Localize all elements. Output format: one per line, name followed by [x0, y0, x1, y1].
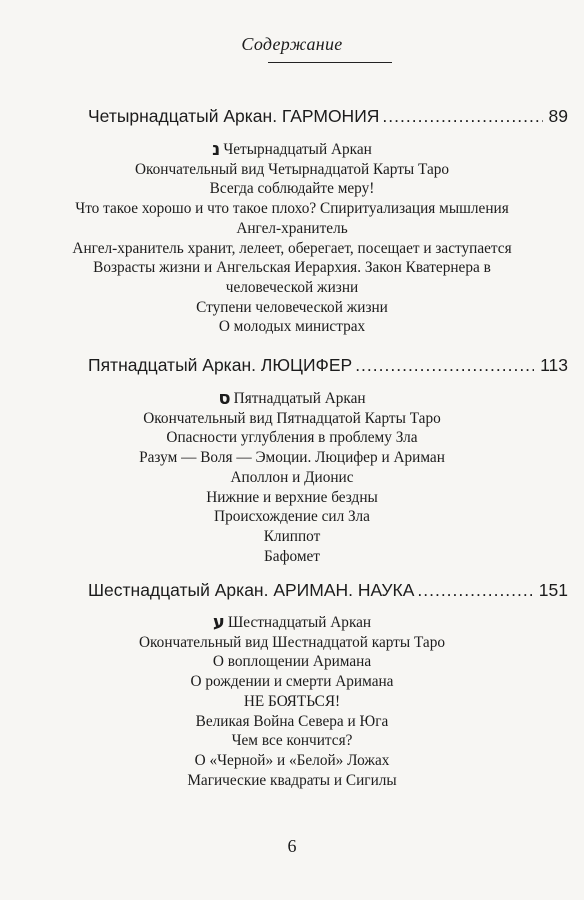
section-heading: [88, 355, 568, 376]
section-entries: [0, 612, 584, 790]
section-page-number: 113: [540, 355, 568, 375]
section-heading: [88, 106, 568, 127]
toc-entry: Окончательный вид Четырнадцатой Карты Таро: [134, 160, 450, 178]
toc-entry: Чем все кончится?: [231, 732, 353, 750]
toc-entry: Нижние и верхние бездны: [206, 488, 378, 506]
toc-entry: Происхождение сил Зла: [214, 508, 370, 526]
hebrew-letter: ס: [218, 388, 231, 409]
toc-entry: НЕ БОЯТЬСЯ!: [243, 692, 341, 710]
toc-entry: Великая Война Севера и Юга: [195, 712, 389, 730]
toc-entry: Ступени человеческой жизни: [196, 298, 388, 316]
toc-entry: человеческой жизни: [225, 278, 359, 296]
toc-entry: Окончательный вид Шестнадцатой карты Таро: [138, 633, 446, 651]
running-head-rule: [268, 62, 392, 63]
page-number: 6: [287, 836, 297, 856]
toc-entry: О воплощении Аримана: [212, 653, 372, 671]
toc-entry: נ Четырнадцатый Аркан: [212, 139, 372, 160]
toc-entry: Аполлон и Дионис: [230, 468, 354, 486]
section-page-number: 151: [538, 580, 568, 600]
leader-dots: [355, 355, 534, 376]
hebrew-letter: נ: [212, 139, 221, 160]
toc-entry: Бафомет: [264, 547, 320, 565]
hebrew-letter: ע: [212, 612, 225, 633]
section-entries: [0, 388, 584, 566]
toc-entry: ס Пятнадцатый Аркан: [218, 388, 366, 409]
toc-entry: Разум — Воля — Эмоции. Люцифер и Ариман: [139, 449, 445, 467]
leader-dots: [382, 106, 542, 127]
section-heading: [88, 580, 568, 601]
toc-entry: Ангел-хранитель: [236, 219, 348, 237]
section-title: Шестнадцатый Аркан. АРИМАН. НАУКА: [88, 580, 415, 600]
running-head: Содержание: [241, 34, 343, 54]
toc-entry: О рождении и смерти Аримана: [190, 673, 394, 691]
toc-entry: Ангел-хранитель хранит, лелеет, оберегает, посещает и заступается: [72, 239, 512, 257]
section-title: Четырнадцатый Аркан. ГАРМОНИЯ: [88, 106, 380, 126]
toc-entry: Возрасты жизни и Ангельская Иерархия. Закон Кватернера в: [93, 259, 491, 277]
section-entries: [0, 139, 584, 337]
toc-entry: Магические квадраты и Сигилы: [187, 771, 397, 789]
toc-entry: ע Шестнадцатый Аркан: [212, 612, 372, 633]
leader-dots: [417, 580, 532, 601]
toc-entry: Опасности углубления в проблему Зла: [166, 429, 418, 447]
section-title: Пятнадцатый Аркан. ЛЮЦИФЕР: [88, 355, 353, 375]
section-page-number: 89: [548, 106, 568, 126]
toc-entry: Клиппот: [263, 527, 321, 545]
toc-entry: Всегда соблюдайте меру!: [209, 180, 375, 198]
toc-entry: Что такое хорошо и что такое плохо? Спиритуализация мышления: [75, 200, 509, 218]
toc-entry: Окончательный вид Пятнадцатой Карты Таро: [143, 409, 441, 427]
toc-entry: О молодых министрах: [218, 318, 366, 336]
toc-entry: О «Черной» и «Белой» Ложах: [194, 751, 390, 769]
